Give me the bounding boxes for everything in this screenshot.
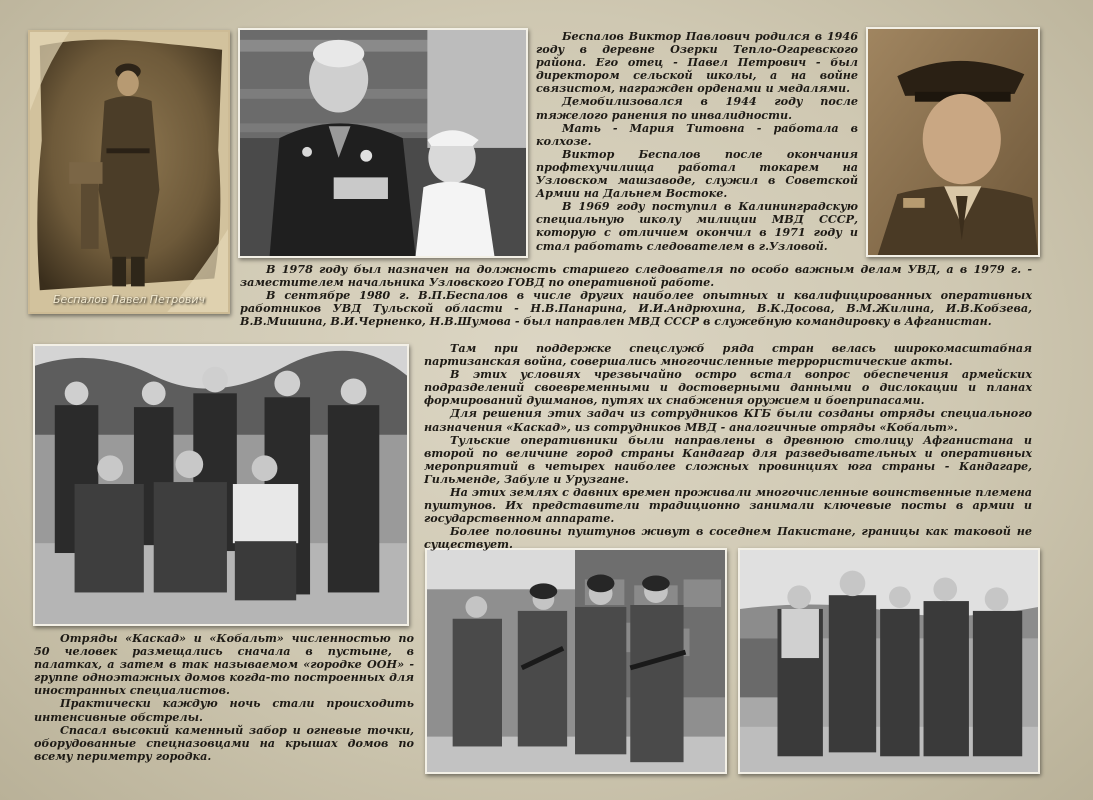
paragraph: Спасал высокий каменный забор и огневые точки, оборудованные спецназовцами на крышах домов по всему периметру городка.	[34, 722, 414, 763]
paragraph: В 1978 году был назначен на должность старшего следователя по особо важным делам УВД, а в 1979 г. - заместителем начальника Узловского ГОВД по оперативной работе.	[240, 262, 1032, 290]
photo-soldiers-armed	[425, 548, 727, 774]
paragraph: Беспалов Виктор Павлович родился в 1946 году в деревне Озерки Тепло-Огаревского района. Его отец - Павел Петрович - был директором сельской школы, а на войне связистом, награжден орденами и медалями.	[536, 29, 858, 96]
paragraph: В 1969 году поступил в Калининградскую специальную школу милиции МВД СССР, которую с отличием окончил в 1971 году и стал работать следователем в г.Узловой.	[536, 199, 858, 253]
paragraph: Мать - Мария Титовна - работала в колхозе.	[536, 120, 858, 148]
paragraph: Тульские оперативники были направлены в древнюю столицу Афганистана и второй по величине город страны Кандагар для разведывательных и оперативных мероприятий в четырех наиболее сложных провинциях юга страны - Кандагаре, Гильменде, Забуле и Урузгане.	[424, 432, 1032, 486]
paragraph: Там при поддержке спецслужб ряда стран велась широкомасштабная партизанская война, совершались многочисленные террористические акты.	[424, 341, 1032, 369]
text-career-middle	[240, 263, 1032, 328]
paragraph: Виктор Беспалов после окончания профтехучилища работал токарем на Узловском машзаводе, служил в Советской Армии на Дальнем Востоке.	[536, 146, 858, 201]
paragraph: Для решения этих задач из сотрудников КГБ были созданы отряды специального назначения «Каскад», из сотрудников МВД - аналогичные отряды «Кобальт».	[424, 406, 1032, 434]
photo-soldier-portrait	[28, 30, 230, 314]
paragraph: Практически каждую ночь стали происходить интенсивные обстрелы.	[34, 696, 414, 724]
text-afghanistan	[424, 342, 1032, 552]
paragraph: На этих землях с давних времен проживали многочисленные воинственные племена пуштунов. Их представители традиционно занимали ключевые посты в армии и государственном аппарате.	[424, 485, 1032, 526]
paragraph: Демобилизовался в 1944 году после тяжелого ранения по инвалидности.	[536, 94, 858, 122]
photo-officer-portrait	[866, 27, 1040, 257]
paragraph: В сентябре 1980 г. В.П.Беспалов в числе других наиболее опытных и квалифицированных оперативных работников УВД Тульской области - Н.В.Панарина, И.И.Андрюхина, В.К.Досова, В.М.Жилина, И.В.Кобзева, В.В.Мишина, В.И.Черненко, Н.В.Шумова - был направлен МВД СССР в служебную командировку в Афганистан.	[240, 288, 1032, 329]
text-detachments	[34, 632, 414, 763]
paragraph: В этих условиях чрезвычайно остро встал вопрос обеспечения армейских подразделений своевременными и достоверными данными о дислокации и планах формирований душманов, путях их снабжения оружием и боеприпасами.	[424, 367, 1032, 408]
photo-men-outdoors	[738, 548, 1040, 774]
photo-caption: Беспалов Павел Петрович	[52, 293, 206, 306]
photo-veteran-with-child	[238, 28, 528, 258]
paragraph: Более половины пуштунов живут в соседнем Пакистане, границы как таковой не существует.	[424, 524, 1032, 552]
paragraph: Отряды «Каскад» и «Кобальт» численностью по 50 человек размещались сначала в пустыне, в палатках, а затем в так называемом «городке ООН» - группе одноэтажных домов когда-то построенных для иностранных специалистов.	[34, 631, 414, 698]
photo-group-operatives	[33, 344, 409, 626]
text-biography-top	[536, 30, 858, 253]
